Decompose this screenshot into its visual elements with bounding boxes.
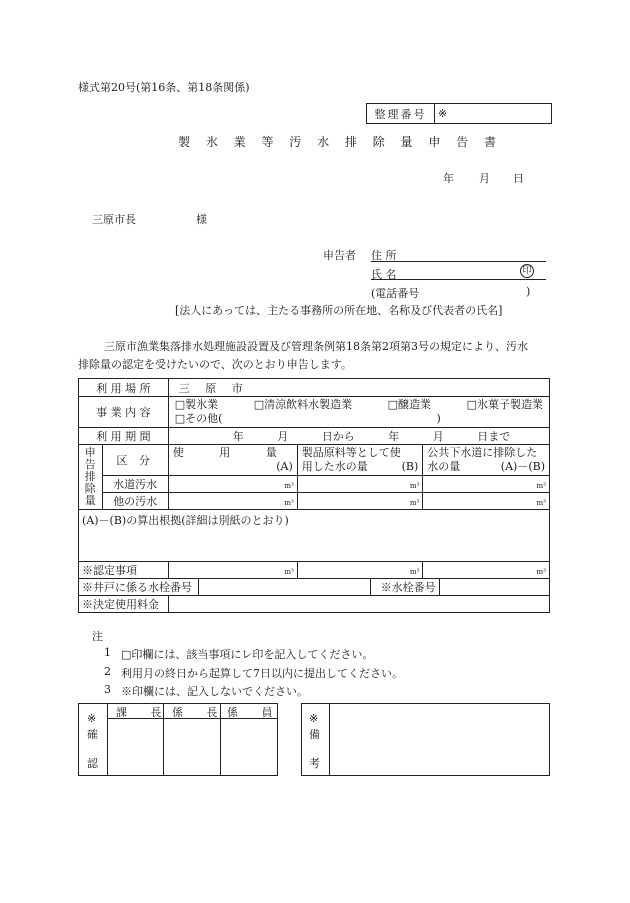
approved-row [79, 562, 550, 579]
well-meter-label: ※井戸に係る水栓番号 [79, 579, 199, 596]
sewer-discharge-cell[interactable]: m³ [423, 476, 550, 493]
declared-discharge-label: 申告排除量 [79, 445, 103, 510]
address-underline [371, 261, 546, 262]
note-number: 3 [104, 683, 111, 696]
approved-cell-1[interactable]: m³ [168, 562, 297, 579]
location-row [79, 379, 550, 397]
approved-cell-3[interactable]: m³ [423, 562, 550, 579]
note-number: 1 [104, 646, 111, 659]
table-row [79, 493, 550, 510]
stamp-cell-staff[interactable] [221, 719, 277, 775]
period-label: 利 用 期 間 [79, 428, 169, 445]
note-text: □印欄には、該当事項にレ印を記入してください。 [121, 648, 374, 661]
usage-amount-mark: (A) [276, 460, 293, 473]
applicant-label: 申告者 [323, 249, 356, 262]
location-label: 利 用 場 所 [79, 379, 169, 397]
sewer-discharge-label: 公共下水道に排除した [427, 446, 538, 459]
period-row [79, 428, 550, 445]
raw-material-label: 製品原料等として使 [301, 446, 401, 459]
row-label-water-supply: 水道汚水 [102, 476, 168, 493]
table-row [79, 476, 550, 493]
name-underline [371, 279, 546, 280]
usage-amount-cell[interactable]: m³ [168, 493, 297, 510]
role-section-chief: 課 長 [116, 706, 172, 719]
period-from-day: 日から [321, 430, 355, 443]
raw-material-cell[interactable]: m³ [297, 476, 422, 493]
date-month: 月 [479, 172, 490, 185]
faucet-number-label: ※水栓番号 [370, 579, 439, 596]
declaration-text-line1: 三原市漁業集落排水処理施設設置及び管理条例第18条第2項第3号の規定により、汚水 [104, 340, 528, 353]
date-year: 年 [443, 172, 454, 185]
note-text: 利用月の終日から起算して7日以内に提出してください。 [121, 667, 403, 680]
location-value[interactable]: 三 原 市 [168, 379, 549, 397]
applicant-phone-close: ) [526, 285, 531, 298]
reference-number-box [366, 103, 552, 124]
business-label: 事 業 内 容 [79, 397, 169, 428]
confirm-char-2: 認 [87, 757, 98, 770]
fee-label: ※決定使用料金 [79, 596, 169, 613]
period-to-year: 年 [388, 430, 400, 443]
page-title: 製 氷 業 等 汚 水 排 除 量 申 告 書 [178, 135, 502, 149]
notes-heading: 注 [92, 630, 103, 643]
well-row [79, 579, 550, 596]
usage-amount-cell[interactable]: m³ [168, 476, 297, 493]
reference-number-label: 整理番号 [367, 104, 435, 124]
checkbox-ice-confection[interactable]: □氷菓子製造業 [466, 398, 543, 411]
honorific: 様 [196, 213, 207, 226]
approved-cell-2[interactable]: m³ [297, 562, 422, 579]
role-staff: 係 員 [227, 706, 283, 719]
other-close-paren: ) [436, 412, 441, 425]
row-label-other-water: 他の汚水 [102, 493, 168, 510]
seal-icon: 印 [520, 264, 534, 278]
note-text: ※印欄には、記入しないでください。 [121, 685, 308, 698]
date-day: 日 [513, 172, 524, 185]
confirm-char-1: 確 [87, 728, 98, 741]
period-field[interactable] [168, 428, 549, 445]
form-number: 様式第20号(第16条、第18条関係) [78, 81, 250, 94]
faucet-number-cell[interactable] [439, 579, 549, 596]
applicant-phone-label: (電話番号 [371, 287, 420, 300]
raw-material-label-2: 用した水の量 [301, 460, 368, 473]
period-to-day: 日まで [477, 430, 511, 443]
checkbox-ice-making[interactable]: □製氷業 [174, 398, 219, 411]
checkbox-other[interactable]: □その他( [174, 412, 223, 425]
checkbox-soft-drink[interactable]: □清涼飲料水製造業 [253, 398, 353, 411]
addressee: 三原市長 [92, 213, 136, 226]
applicant-name-label: 氏 名 [371, 268, 397, 281]
declaration-table [78, 378, 550, 613]
period-from-year: 年 [232, 430, 244, 443]
remarks-field[interactable] [330, 704, 549, 775]
period-to-month: 月 [432, 430, 444, 443]
basis-row [79, 510, 550, 562]
sewer-discharge-cell[interactable]: m³ [423, 493, 550, 510]
note-number: 2 [104, 665, 111, 678]
stamp-cell-subsection-chief[interactable] [164, 719, 220, 775]
well-meter-cell[interactable] [198, 579, 370, 596]
declaration-text-line2: 排除量の認定を受けたいので、次のとおり申告します。 [78, 358, 352, 371]
stamp-cell-section-chief[interactable] [108, 719, 163, 775]
category-label: 区 分 [102, 445, 168, 476]
remarks-char-1: 備 [309, 728, 320, 741]
confirm-mark: ※ [87, 712, 97, 725]
remarks-char-2: 考 [309, 757, 320, 770]
raw-material-cell[interactable]: m³ [297, 493, 422, 510]
sewer-discharge-mark: (A)－(B) [500, 460, 545, 473]
reference-number-field[interactable]: ※ [435, 104, 552, 124]
period-from-month: 月 [277, 430, 289, 443]
checkbox-brewing[interactable]: □醸造業 [387, 398, 432, 411]
applicant-address-label: 住 所 [371, 249, 397, 262]
corporate-note: [法人にあっては、主たる事務所の所在地、名称及び代表者の氏名] [175, 304, 503, 317]
fee-cell[interactable] [168, 596, 549, 613]
sewer-discharge-label-2: 水の量 [427, 460, 461, 473]
approved-label: ※認定事項 [79, 562, 169, 579]
business-row [79, 397, 550, 428]
remarks-mark: ※ [309, 712, 319, 725]
raw-material-mark: (B) [401, 460, 419, 473]
quantity-header-row [79, 445, 550, 476]
usage-amount-label: 使 用 量 [172, 446, 293, 459]
fee-row [79, 596, 550, 613]
calculation-basis-field[interactable]: (A)－(B)の算出根拠(詳細は別紙のとおり) [79, 510, 550, 562]
role-subsection-chief: 係 長 [172, 706, 228, 719]
